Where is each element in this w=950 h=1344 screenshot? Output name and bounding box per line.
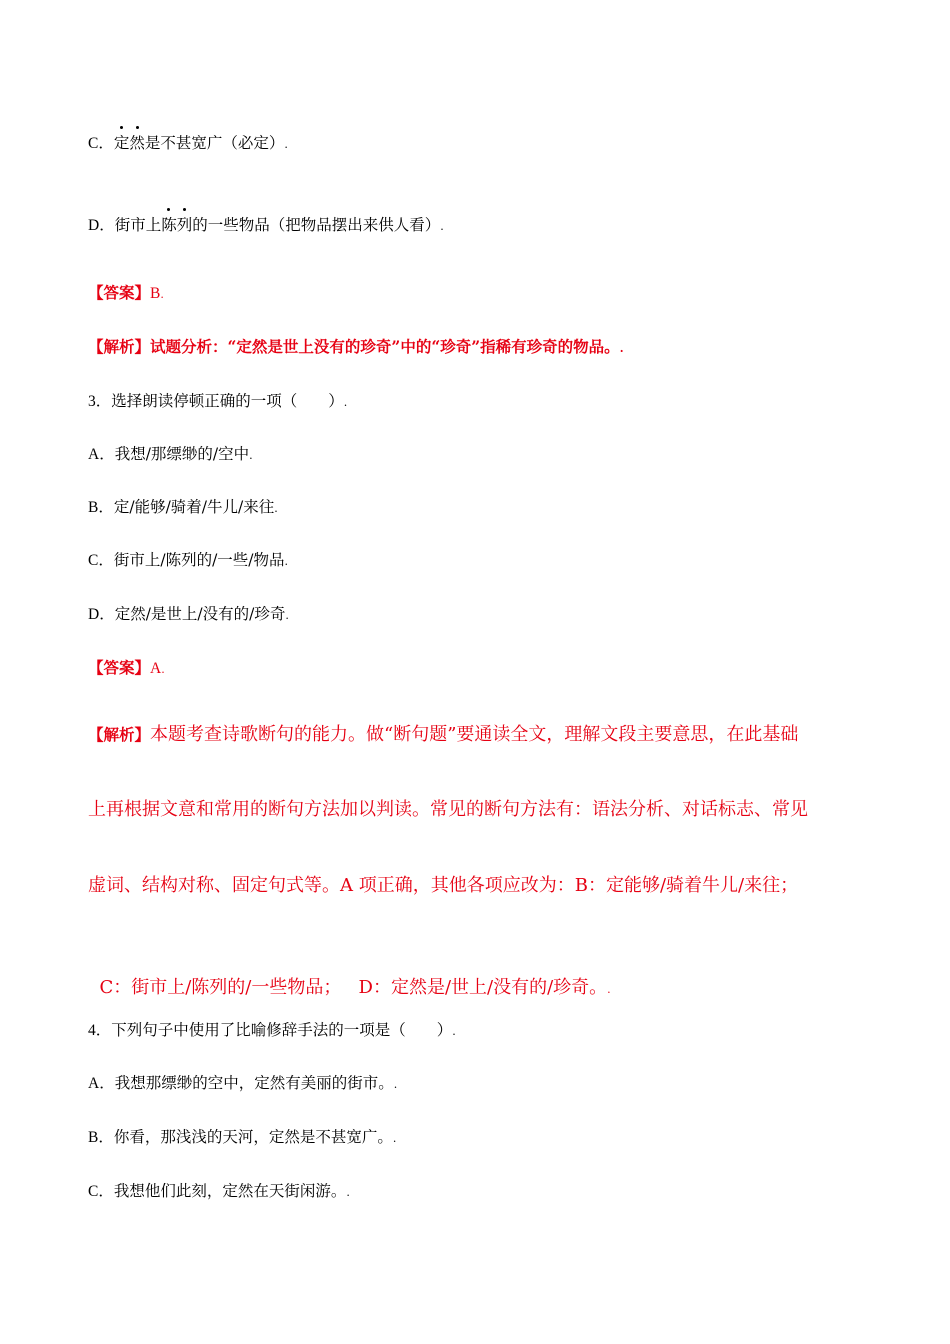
analysis-text: 虚词、结构对称、固定句式等。A 项正确，其他各项应改为：B：定能够/骑着牛儿/来往； (88, 875, 799, 896)
analysis-text: 上再根据文意和常用的断句方法加以判读。常见的断句方法有：语法分析、对话标志、常见 (88, 799, 808, 820)
option-label: A． (88, 1075, 115, 1092)
option-label: A． (88, 446, 115, 463)
option-label: C． (88, 135, 114, 152)
option-label: B． (88, 499, 114, 516)
q2-answer (88, 282, 164, 306)
paragraph-mark: . (249, 449, 253, 462)
paragraph-mark: . (607, 983, 611, 996)
q4-stem (88, 1019, 456, 1043)
paragraph-mark: . (619, 342, 624, 355)
analysis-tag: 【解析】 (88, 725, 151, 744)
option-text: 街市上 (114, 216, 162, 234)
answer-tag: 【答案】 (88, 658, 151, 677)
q4-option-b (88, 1126, 396, 1150)
q2-option-c (88, 132, 288, 156)
paragraph-mark: . (346, 1186, 350, 1199)
option-label: D． (88, 606, 115, 623)
q3-analysis-line-4 (88, 949, 611, 1003)
emphasis-char: 列 (176, 216, 193, 234)
paragraph-mark: . (285, 609, 289, 622)
analysis-text: 本题考查诗歌断句的能力。做“断句题”要通读全文，理解文段主要意思，在此基础 (150, 724, 799, 745)
option-label: C． (88, 1183, 114, 1200)
paragraph-mark: . (452, 1025, 456, 1038)
emphasis-char: 陈 (161, 216, 177, 234)
q3-stem (88, 390, 347, 414)
paragraph-mark: . (161, 663, 165, 676)
option-text: 我想/那缥缈的/空中 (114, 445, 250, 463)
paragraph-mark: . (284, 138, 288, 151)
option-text: 街市上/陈列的/一些/物品 (113, 551, 285, 569)
question-number: 3． (88, 393, 112, 410)
q3-analysis-line-1 (88, 722, 798, 748)
paragraph-mark: . (160, 288, 164, 301)
analysis-tag: 【解析】 (88, 337, 151, 356)
analysis-text: 试题分析：“定然是世上没有的珍奇”中的“珍奇”指稀有珍奇的物品。 (150, 337, 620, 356)
paragraph-mark: . (343, 396, 348, 409)
option-text: 的一些物品（把物品摆出来供人看） (192, 216, 441, 234)
q4-option-c (88, 1180, 350, 1204)
option-label: B． (88, 1129, 114, 1146)
paragraph-mark: . (440, 220, 444, 233)
question-text: 选择朗读停顿正确的一项（ ） (111, 392, 344, 410)
q3-option-b (88, 496, 278, 520)
emphasis-char: 然 (129, 134, 145, 152)
q2-option-d (88, 214, 444, 238)
q3-option-a (88, 443, 253, 467)
answer-value: B (150, 285, 161, 302)
option-text: 定/能够/骑着/牛儿/来往 (113, 498, 275, 516)
option-text: 我想那缥缈的空中，定然有美丽的街市。 (114, 1074, 394, 1092)
option-label: C． (88, 552, 114, 569)
q2-analysis (88, 336, 624, 360)
question-text: 下列句子中使用了比喻修辞手法的一项是（ ） (111, 1021, 453, 1039)
q3-analysis-line-2 (88, 797, 808, 823)
analysis-text: C：街市上/陈列的/一些物品； D：定然是/世上/没有的/珍奇。 (99, 977, 608, 998)
q3-answer (88, 657, 165, 681)
option-label: D． (88, 217, 115, 234)
paragraph-mark: . (392, 1132, 397, 1145)
option-text: 你看，那浅浅的天河，定然是不甚宽广。 (113, 1128, 393, 1146)
paragraph-mark: . (274, 502, 278, 515)
option-text: 是不甚宽广（必定） (144, 134, 285, 152)
paragraph-mark: . (393, 1078, 398, 1091)
option-text: 我想他们此刻，定然在天街闲游。 (113, 1182, 347, 1200)
answer-value: A (150, 660, 162, 677)
q3-analysis-line-3 (88, 873, 798, 899)
answer-tag: 【答案】 (88, 283, 151, 302)
q3-option-d (88, 603, 289, 627)
paragraph-mark: . (284, 555, 289, 568)
q3-option-c (88, 549, 288, 573)
option-text: 定然/是世上/没有的/珍奇 (114, 605, 286, 623)
emphasis-char: 定 (113, 134, 130, 152)
question-number: 4． (88, 1022, 112, 1039)
q4-option-a (88, 1072, 397, 1096)
